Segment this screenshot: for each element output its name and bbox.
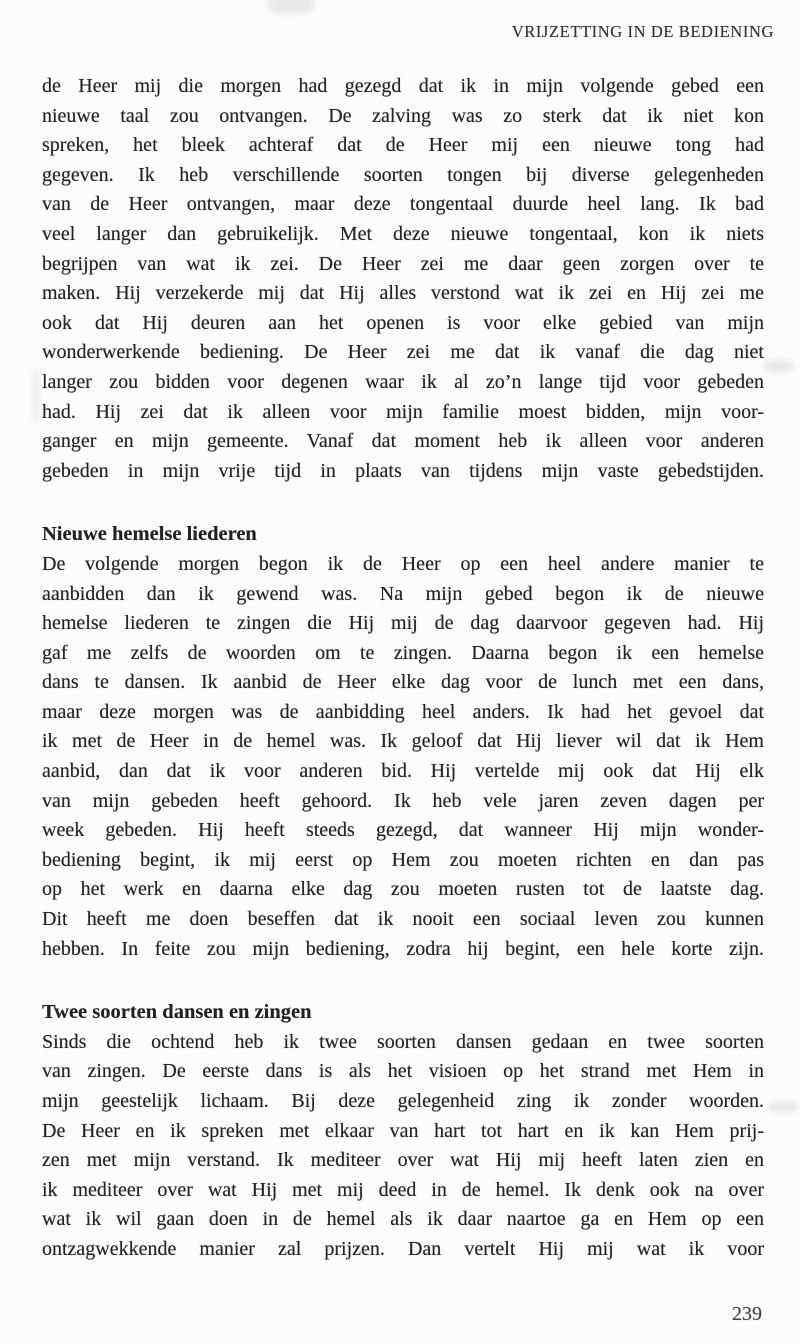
scan-artifact <box>33 368 39 424</box>
scan-artifact <box>768 1102 798 1112</box>
text-line: veel langer dan gebruikelijk. Met deze nieuwe tongentaal, kon ik niets <box>42 222 764 245</box>
text-line: wonderwerkende bediening. De Heer zei me dat ik vanaf die dag niet <box>42 341 764 364</box>
text-line: De Heer en ik spreken met elkaar van hart tot hart en ik kan Hem prij- <box>42 1119 764 1142</box>
text-line: bediening begint, ik mij eerst op Hem zou moeten richten en dan pas <box>42 848 764 871</box>
paragraph-1 <box>42 72 764 486</box>
text-line: gebeden in mijn vrije tijd in plaats van tijdens mijn vaste gebedstijden. <box>42 459 764 482</box>
text-line: aanbid, dan dat ik voor anderen bid. Hij vertelde mij ook dat Hij elk <box>42 760 764 783</box>
text-line: de Heer mij die morgen had gezegd dat ik in mijn volgende gebed een <box>42 75 764 97</box>
text-line: aanbidden dan ik gewend was. Na mijn gebed begon ik de nieuwe <box>42 582 764 605</box>
text-line: dans te dansen. Ik aanbid de Heer elke dag voor de lunch met een dans, <box>42 671 764 694</box>
text-line: De volgende morgen begon ik de Heer op een heel andere manier te <box>42 552 764 575</box>
text-line: begrijpen van wat ik zei. De Heer zei me daar geen zorgen over te <box>42 252 764 275</box>
text-line: maar deze morgen was de aanbidding heel anders. Ik had het gevoel dat <box>42 700 764 723</box>
text-line: langer zou bidden voor degenen waar ik al zo’n lange tijd voor gebeden <box>42 370 764 393</box>
page-number: 239 <box>732 1303 762 1325</box>
text-line: ontzagwekkende manier zal prijzen. Dan vertelt Hij mij wat ik voor <box>42 1237 764 1260</box>
text-line: spreken, het bleek achteraf dat de Heer mij een nieuwe tong had <box>42 134 764 157</box>
text-line: gaf me zelfs de woorden om te zingen. Daarna begon ik een hemelse <box>42 641 764 664</box>
paragraph-3 <box>42 1028 764 1265</box>
text-line: maken. Hij verzekerde mij dat Hij alles verstond wat ik zei en Hij zei me <box>42 282 764 305</box>
text-line: Dit heeft me doen beseffen dat ik nooit een sociaal leven zou kunnen <box>42 908 764 931</box>
text-line: op het werk en daarna elke dag zou moeten rusten tot de laatste dag. <box>42 878 764 901</box>
text-line: ganger en mijn gemeente. Vanaf dat moment heb ik alleen voor anderen <box>42 430 764 453</box>
text-line: van de Heer ontvangen, maar deze tongentaal duurde heel lang. Ik bad <box>42 193 764 216</box>
body-text <box>42 72 764 1265</box>
text-line: ook dat Hij deuren aan het openen is voor elke gebied van mijn <box>42 311 764 334</box>
text-line: Sinds die ochtend heb ik twee soorten dansen gedaan en twee soorten <box>42 1030 764 1053</box>
text-line: gegeven. Ik heb verschillende soorten tongen bij diverse gelegenheden <box>42 163 764 186</box>
running-header: VRIJZETTING IN DE BEDIENING <box>511 22 774 41</box>
text-line: week gebeden. Hij heeft steeds gezegd, dat wanneer Hij mijn wonder- <box>42 819 764 842</box>
text-line: nieuwe taal zou ontvangen. De zalving was zo sterk dat ik niet kon <box>42 104 764 127</box>
text-line: van zingen. De eerste dans is als het visioen op het strand met Hem in <box>42 1060 764 1083</box>
section-heading-twee-soorten-dansen-en-zingen: Twee soorten dansen en zingen <box>42 1001 312 1024</box>
paragraph-2 <box>42 550 764 964</box>
text-line: ik met de Heer in de hemel was. Ik geloof dat Hij liever wil dat ik Hem <box>42 730 764 753</box>
text-line: mijn geestelijk lichaam. Bij deze gelegenheid zing ik zonder woorden. <box>42 1090 764 1112</box>
text-line: van mijn gebeden heeft gehoord. Ik heb vele jaren zeven dagen per <box>42 789 764 812</box>
text-line: wat ik wil gaan doen in de hemel als ik daar naartoe ga en Hem op een <box>42 1208 764 1231</box>
text-line: ik mediteer over wat Hij met mij deed in de hemel. Ik denk ook na over <box>42 1178 764 1201</box>
text-line: had. Hij zei dat ik alleen voor mijn familie moest bidden, mijn voor- <box>42 400 764 423</box>
section-heading-nieuwe-hemelse-liederen: Nieuwe hemelse liederen <box>42 523 257 546</box>
scan-artifact <box>764 360 794 372</box>
text-line: hebben. In feite zou mijn bediening, zodra hij begint, een hele korte zijn. <box>42 937 764 960</box>
scan-artifact <box>268 0 314 14</box>
text-line: zen met mijn verstand. Ik mediteer over wat Hij mij heeft laten zien en <box>42 1149 764 1172</box>
text-line: hemelse liederen te zingen die Hij mij de dag daarvoor gegeven had. Hij <box>42 612 764 635</box>
